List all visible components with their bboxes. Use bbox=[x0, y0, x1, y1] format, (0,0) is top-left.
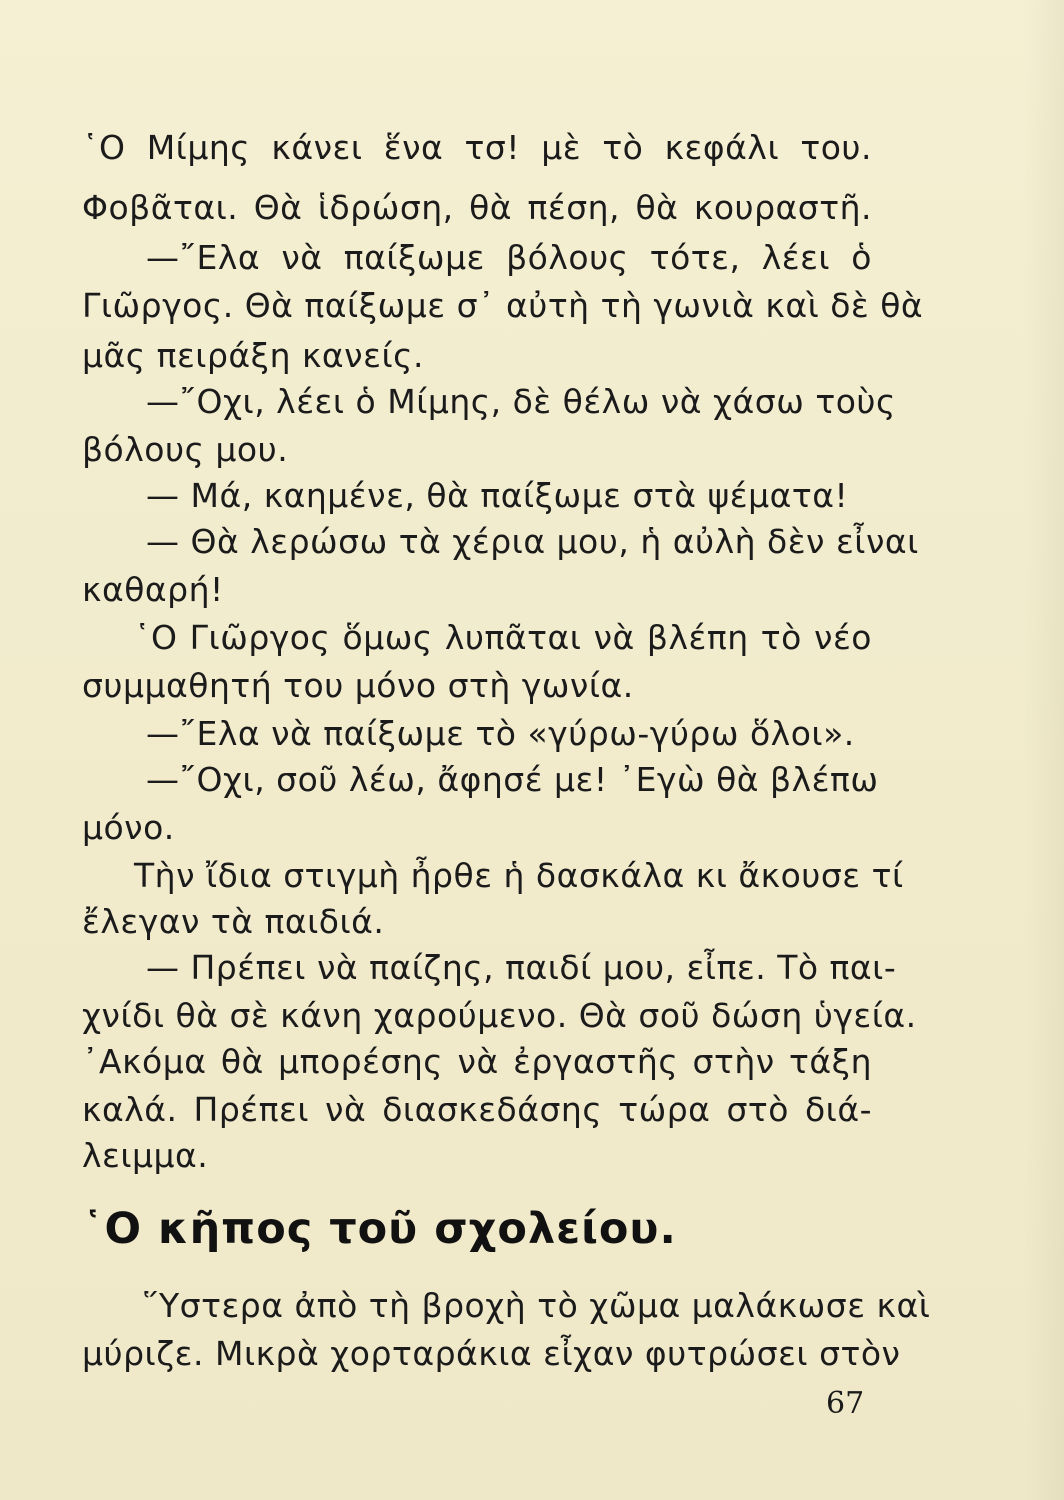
text-line-4: Γιῶργος. Θὰ παίξωμε σ᾿ αὐτὴ τὴ γωνιὰ καὶ δὲ θὰ bbox=[82, 286, 924, 325]
text-line-24: μύριζε. Μικρὰ χορταράκια εἶχαν φυτρώσει στὸν bbox=[82, 1334, 901, 1373]
text-line-14: —῎Οχι, σοῦ λέω, ἄφησέ με! ᾿Εγὼ θὰ βλέπω bbox=[146, 760, 879, 799]
text-line-1: ῾Ο Μίμης κάνει ἕνα τσ! μὲ τὸ κεφάλι του. bbox=[82, 128, 872, 167]
text-line-19: χνίδι θὰ σὲ κάνη χαρούμενο. Θὰ σοῦ δώση ὑγεία. bbox=[82, 996, 917, 1035]
text-line-15: μόνο. bbox=[82, 808, 175, 847]
text-line-6: —῎Οχι, λέει ὁ Μίμης, δὲ θέλω νὰ χάσω τοὺς bbox=[146, 382, 896, 421]
text-line-12: συμμαθητή του μόνο στὴ γωνία. bbox=[82, 666, 634, 705]
text-line-22: λειμμα. bbox=[82, 1136, 209, 1175]
text-line-21: καλά. Πρέπει νὰ διασκεδάσης τώρα στὸ διά- bbox=[82, 1090, 872, 1129]
text-line-7: βόλους μου. bbox=[82, 430, 289, 469]
text-line-17: ἔλεγαν τὰ παιδιά. bbox=[82, 902, 385, 941]
section-heading: ῾Ο κῆπος τοῦ σχολείου. bbox=[82, 1204, 677, 1254]
page-edge-shadow bbox=[1024, 0, 1064, 1500]
text-line-23: ῞Υστερα ἀπὸ τὴ βροχὴ τὸ χῶμα μαλάκωσε καὶ bbox=[142, 1286, 931, 1325]
text-line-10: καθαρή! bbox=[82, 570, 224, 609]
text-line-13: —῎Ελα νὰ παίξωμε τὸ «γύρω-γύρω ὅλοι». bbox=[146, 714, 855, 753]
text-line-9: — Θὰ λερώσω τὰ χέρια μου, ἡ αὐλὴ δὲν εἶναι bbox=[146, 522, 919, 561]
text-line-3: —῎Ελα νὰ παίξωμε βόλους τότε, λέει ὁ bbox=[146, 238, 872, 277]
text-line-5: μᾶς πειράξη κανείς. bbox=[82, 336, 424, 375]
text-line-8: — Μά, καημένε, θὰ παίξωμε στὰ ψέματα! bbox=[146, 476, 849, 515]
text-line-20: ᾿Ακόμα θὰ μπορέσης νὰ ἐργαστῆς στὴν τάξη bbox=[82, 1042, 872, 1081]
text-line-2: Φοβᾶται. Θὰ ἱδρώση, θὰ πέση, θὰ κουραστῆ. bbox=[82, 188, 872, 227]
text-line-16: Τὴν ἴδια στιγμὴ ἦρθε ἡ δασκάλα κι ἄκουσε τί bbox=[134, 856, 904, 895]
text-line-11: ῾Ο Γιῶργος ὅμως λυπᾶται νὰ βλέπη τὸ νέο bbox=[134, 618, 872, 657]
page-number: 67 bbox=[826, 1386, 865, 1421]
text-line-18: — Πρέπει νὰ παίζης, παιδί μου, εἶπε. Τὸ παι- bbox=[146, 948, 897, 987]
